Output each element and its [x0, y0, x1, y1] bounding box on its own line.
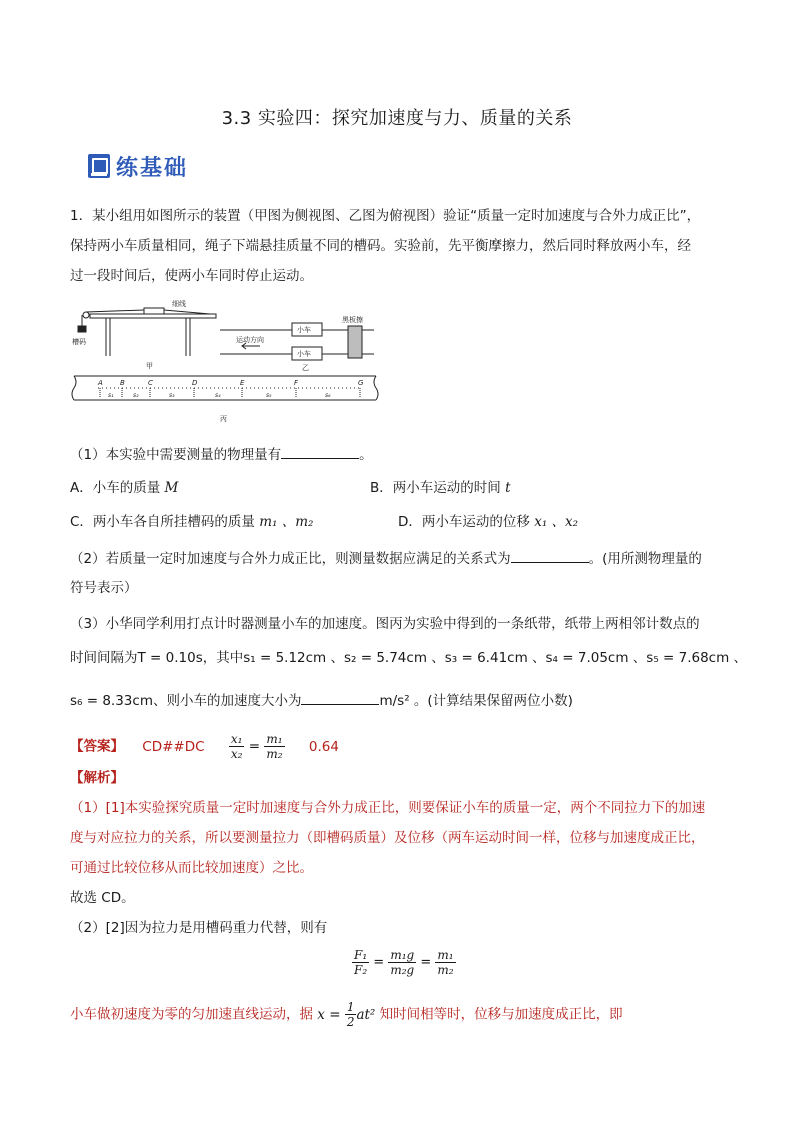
part1-question: （1）本实验中需要测量的物理量有 。 [70, 444, 730, 465]
option-c[interactable]: C．两小车各自所挂槽码的质量 m₁ 、m₂ [70, 514, 314, 530]
answer-blank-3[interactable] [301, 690, 379, 705]
tape-point-G: G [358, 379, 364, 387]
tape-point-D: D [192, 379, 198, 387]
part3-line3: s₆ = 8.33cm、则小车的加速度大小为 m/s² 。(计算结果保留两位小数) [70, 690, 730, 711]
option-d[interactable]: D．两小车运动的位移 x₁ 、x₂ [398, 514, 579, 530]
tape-segment-1: s₁ [108, 392, 114, 399]
part2-question-line2: 符号表示） [70, 580, 138, 596]
analysis-line2: 度与对应拉力的关系，所以要测量拉力（即槽码质量）及位移（两车运动时间一样，位移与加速度成正比， [70, 830, 705, 846]
label-car-2: 小车 [297, 350, 311, 358]
label-thin-line: 细线 [172, 300, 186, 308]
analysis-line6: 小车做初速度为零的匀加速直线运动，据 x = $\frac{1}{2}$ at² 知时间相等时，位移与加速度成正比，即 [70, 1000, 623, 1029]
label-car-1: 小车 [297, 326, 311, 334]
label-weight: 槽码 [72, 338, 86, 346]
part3-line2: 时间间隔为T = 0.10s，其中s₁ = 5.12cm 、s₂ = 5.74cm 、s₃ = 6.41cm 、s₄ = 7.05cm 、s₅ = 7.68cm 、 [70, 650, 748, 666]
tape-point-A: A [98, 379, 103, 387]
tape-segment-6: s₆ [325, 392, 331, 399]
page-title: 3.3 实验四：探究加速度与力、质量的关系 [221, 108, 573, 129]
part3-line1: （3）小华同学利用打点计时器测量小车的加速度。图丙为实验中得到的一条纸带，纸带上两相邻计数点的 [70, 616, 700, 632]
question-stem-line3: 过一段时间后，使两小车同时停止运动。 [70, 268, 313, 284]
answer-row: 【答案】 CD##DC $\frac{\text{x₁}}{\text{x₂}}$ = $\frac{\text{m₁}}{\text{m₂}}$ 0.64 [70, 732, 339, 761]
question-stem-line1: 1．某小组用如图所示的装置（甲图为侧视图、乙图为俯视图）验证“质量一定时加速度与合外力成正比”， [70, 208, 701, 224]
tape-segment-2: s₂ [133, 392, 139, 399]
section-title: 练基础 [116, 155, 189, 181]
side-view-apparatus [78, 308, 216, 356]
option-b[interactable]: B．两小车运动的时间 t [370, 480, 511, 496]
analysis-line3: 可通过比较位移从而比较加速度）之比。 [70, 860, 313, 876]
book-icon [88, 154, 110, 178]
paper-tape [72, 376, 378, 400]
option-a[interactable]: A．小车的质量 M [70, 480, 179, 496]
force-ratio-equation: $\frac{\text{F₁}}{\text{F₂}}$ = $\frac{\text{m₁g}}{\text{m₂g}}$ = $\frac{\text{m₁}}{\text{m₂}}$ [354, 948, 454, 977]
label-jia: 甲 [146, 362, 153, 370]
answer-blank-1[interactable] [281, 444, 359, 459]
tape-point-C: C [148, 379, 153, 387]
label-yi: 乙 [302, 364, 309, 372]
label-bing: 丙 [220, 415, 227, 423]
tape-segment-4: s₄ [215, 392, 221, 399]
analysis-line1: （1）[1]本实验探究质量一定时加速度与合外力成正比，则要保证小车的质量一定，两个不同拉力下的加速 [70, 800, 706, 816]
tape-segment-5: s₅ [266, 392, 272, 399]
analysis-line4: 故选 CD。 [70, 890, 135, 906]
tape-points [97, 379, 364, 399]
tape-segment-3: s₃ [169, 392, 175, 399]
section-header [88, 150, 188, 182]
tape-point-B: B [120, 379, 125, 387]
tape-point-F: F [294, 379, 299, 387]
analysis-label: 【解析】 [70, 770, 124, 786]
answer-blank-2[interactable] [511, 548, 589, 563]
tape-point-E: E [240, 379, 245, 387]
label-direction: 运动方向 [236, 336, 264, 344]
part2-question: （2）若质量一定时加速度与合外力成正比，则测量数据应满足的关系式为 。(用所测物理量的 [70, 548, 730, 569]
question-stem-line2: 保持两小车质量相同，绳子下端悬挂质量不同的槽码。实验前，先平衡摩擦力，然后同时释放两小车，经 [70, 238, 691, 254]
label-eraser: 黑板擦 [342, 316, 363, 324]
experiment-figure [70, 298, 380, 424]
analysis-line5: （2）[2]因为拉力是用槽码重力代替，则有 [70, 920, 328, 936]
